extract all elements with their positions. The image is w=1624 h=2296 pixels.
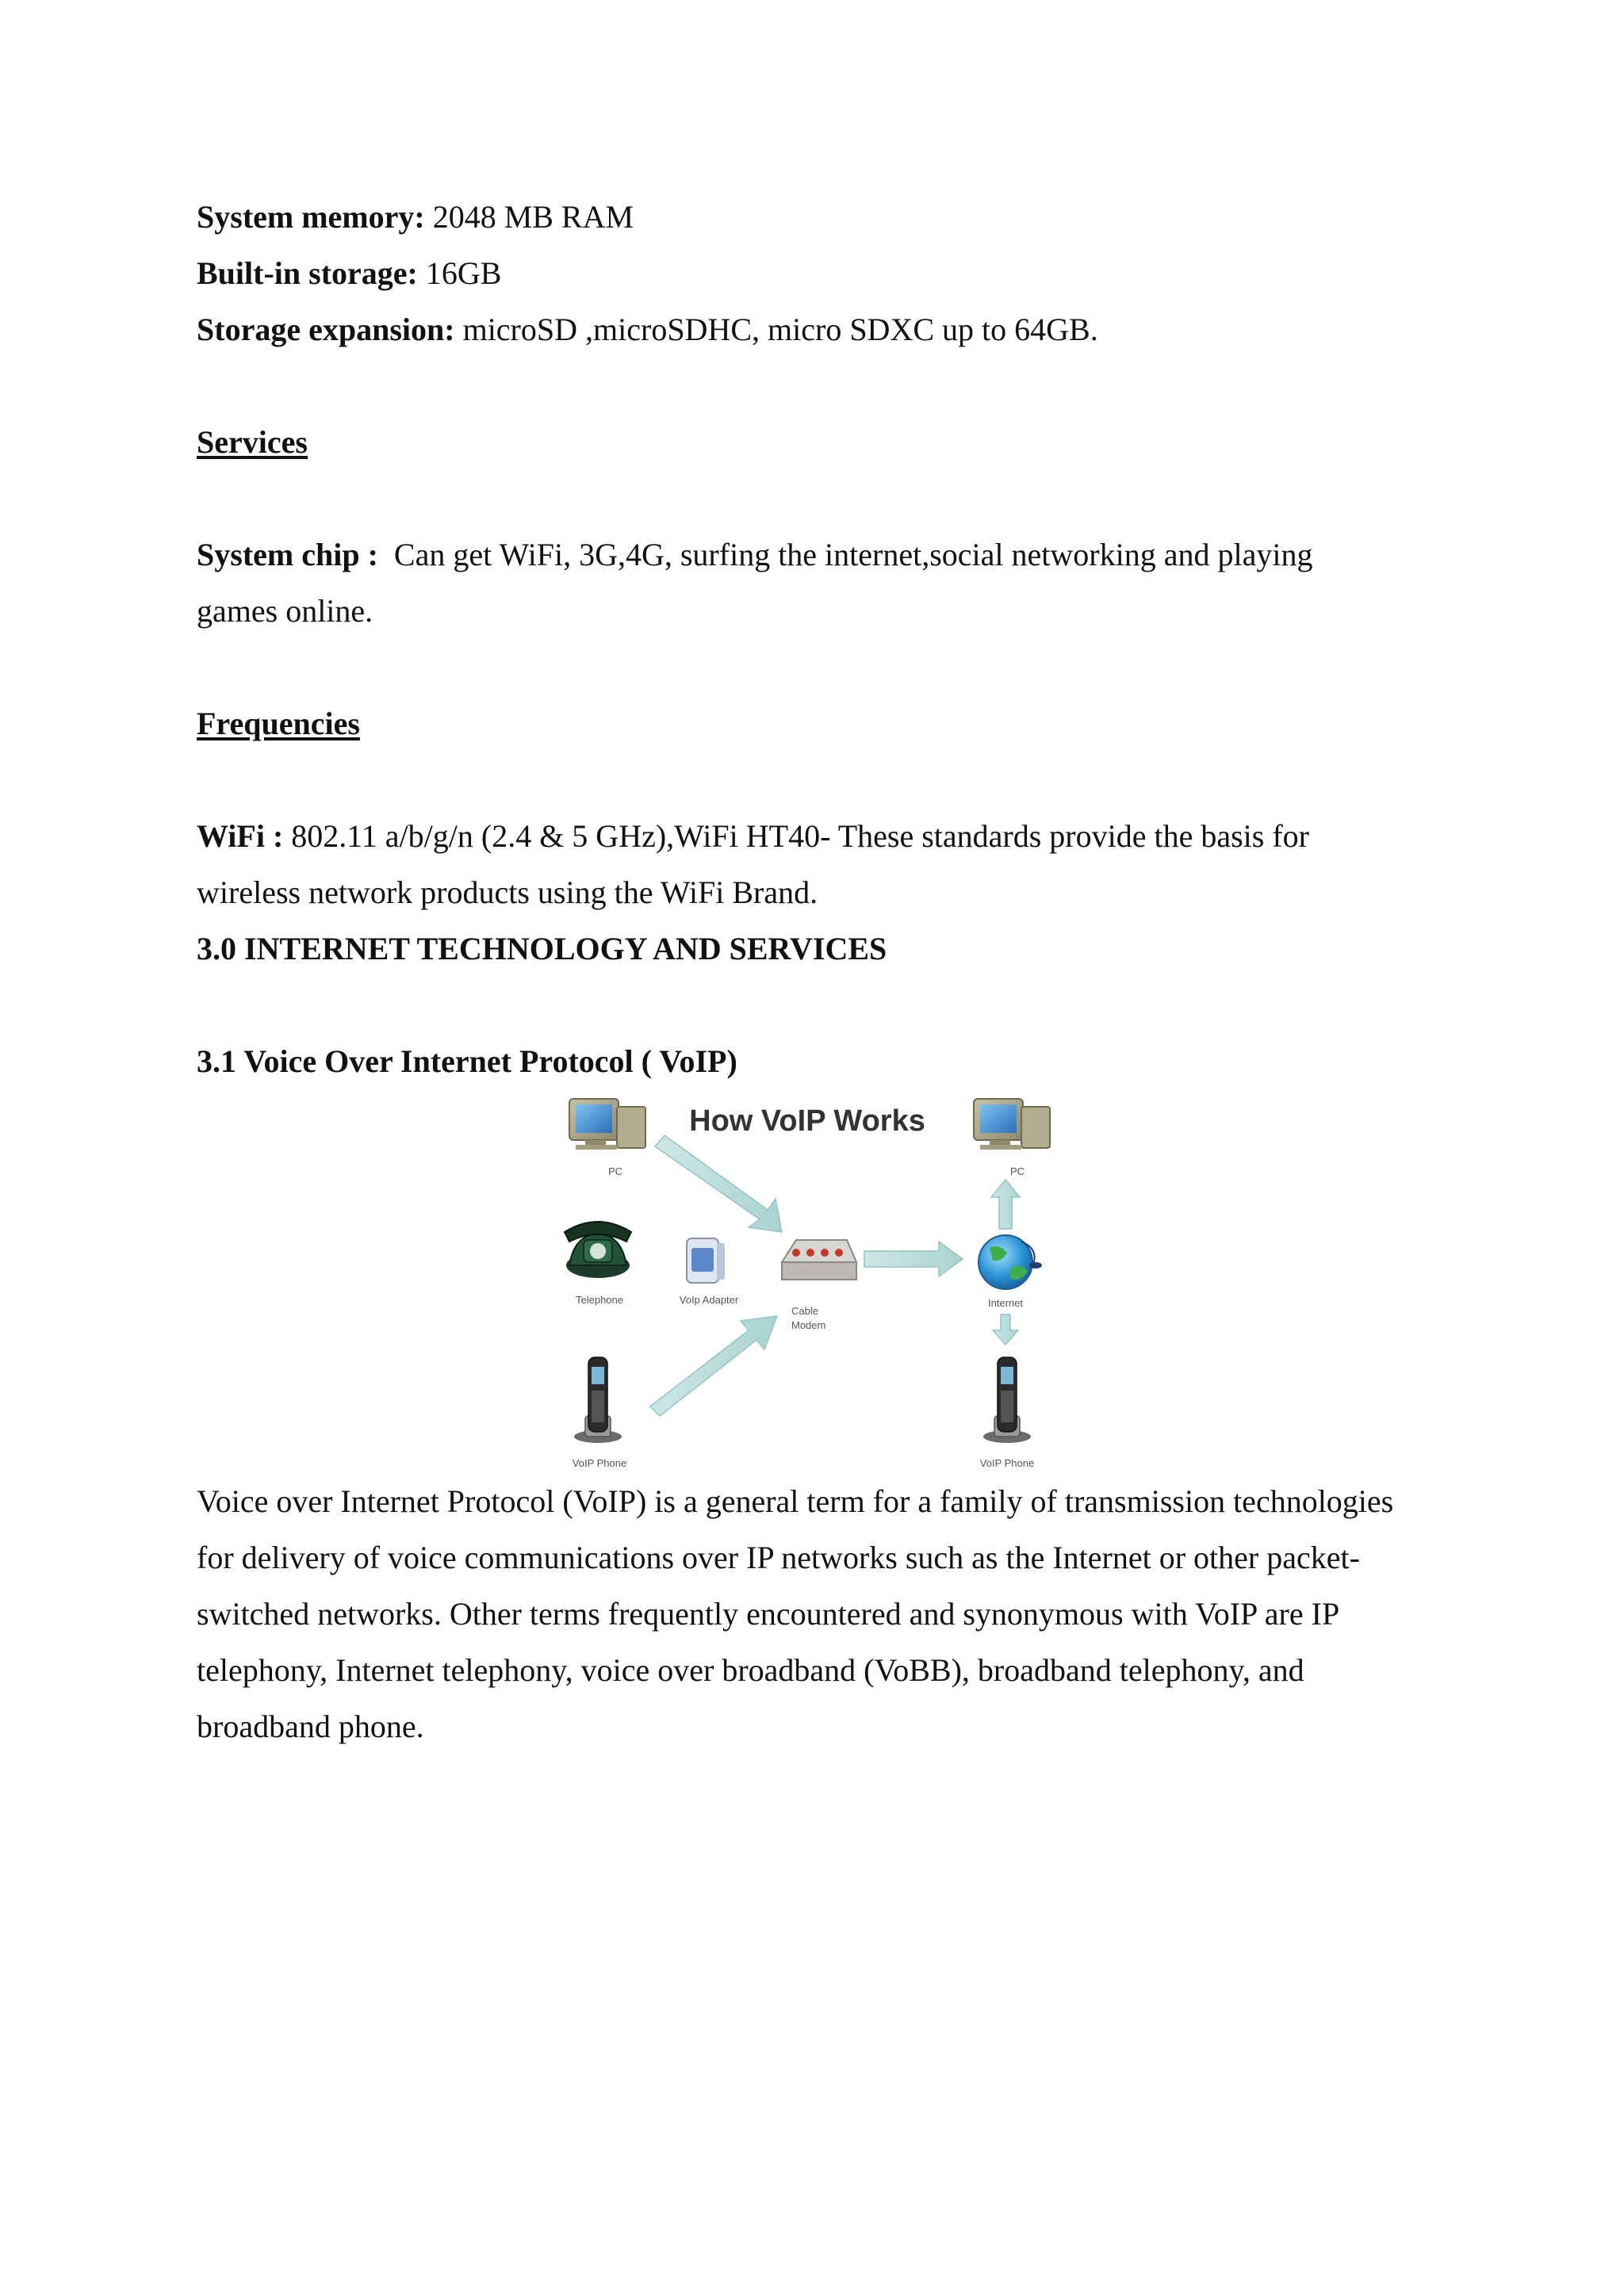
spec-system-memory bbox=[197, 189, 1434, 245]
subsection-heading: 3.1 Voice Over Internet Protocol ( VoIP) bbox=[197, 1043, 737, 1079]
voip-phone-left-label: VoIP Phone bbox=[572, 1457, 627, 1469]
voip-phone-right-label: VoIP Phone bbox=[979, 1457, 1035, 1469]
spec-value: microSD ,microSDHC, micro SDXC up to 64GB. bbox=[454, 312, 1098, 347]
cable-modem-label-2: Modem bbox=[791, 1319, 826, 1331]
spec-label: Storage expansion: bbox=[197, 312, 455, 347]
arrow-internet-to-phone-icon bbox=[993, 1314, 1018, 1345]
spec-built-in-storage bbox=[197, 245, 1434, 301]
cable-modem-label-1: Cable bbox=[791, 1305, 818, 1317]
pc-left-label: PC bbox=[607, 1165, 623, 1177]
spec-value: 16GB bbox=[417, 255, 502, 291]
wifi-label: WiFi : bbox=[197, 818, 284, 854]
services-heading: Services bbox=[197, 424, 308, 460]
spec-label: System memory: bbox=[197, 199, 425, 235]
diagram-title: How VoIP Works bbox=[689, 1104, 925, 1138]
pc-right-label: PC bbox=[1009, 1165, 1025, 1177]
internet-globe-icon bbox=[979, 1235, 1042, 1289]
frequencies-heading: Frequencies bbox=[197, 706, 360, 741]
telephone-icon bbox=[565, 1222, 631, 1278]
wifi-value: 802.11 a/b/g/n (2.4 & 5 GHz),WiFi HT40- These standards provide the basis for wireless network products using the WiFi Brand. bbox=[197, 818, 1309, 910]
voip-paragraph: Voice over Internet Protocol (VoIP) is a general term for a family of transmission technologies for delivery of voice communications over IP networks such as the Internet or other packet-switched networks. Other terms frequently encountered and synonymous with VoIP are IP telephony, Internet telephony, voice over broadband (VoBB), broadband telephony, and broadband phone. bbox=[197, 1483, 1394, 1744]
internet-label: Internet bbox=[987, 1297, 1024, 1309]
arrow-phone-to-modem-icon bbox=[650, 1316, 777, 1416]
voip-adapter-label: VoIp Adapter bbox=[679, 1294, 739, 1306]
spec-value: 2048 MB RAM bbox=[424, 199, 634, 235]
voip-diagram bbox=[561, 1093, 1069, 1473]
services-system-chip bbox=[197, 526, 1386, 639]
arrow-pc-to-modem-icon bbox=[655, 1135, 782, 1232]
cable-modem-icon bbox=[782, 1240, 856, 1280]
telephone-label: Telephone bbox=[576, 1294, 623, 1306]
voip-adapter-icon bbox=[687, 1238, 725, 1283]
frequencies-wifi bbox=[197, 808, 1386, 920]
section-heading: 3.0 INTERNET TECHNOLOGY AND SERVICES bbox=[197, 931, 887, 966]
arrow-internet-to-pc-icon bbox=[991, 1180, 1020, 1229]
system-chip-label: System chip : bbox=[197, 537, 378, 572]
arrow-modem-to-internet-icon bbox=[864, 1242, 963, 1276]
system-chip-value: Can get WiFi, 3G,4G, surfing the internet,social networking and playing games online. bbox=[197, 537, 1321, 629]
spec-label: Built-in storage: bbox=[197, 255, 418, 291]
document-content bbox=[197, 189, 1434, 1755]
pc-left-icon bbox=[569, 1099, 645, 1150]
voip-phone-right-icon bbox=[983, 1357, 1031, 1443]
spec-storage-expansion bbox=[197, 301, 1434, 358]
voip-phone-left-icon bbox=[574, 1357, 622, 1443]
frequencies-heading-line bbox=[197, 695, 1434, 752]
services-heading-line bbox=[197, 414, 1434, 470]
voip-diagram-svg bbox=[561, 1093, 1069, 1473]
pc-right-icon bbox=[974, 1099, 1050, 1150]
